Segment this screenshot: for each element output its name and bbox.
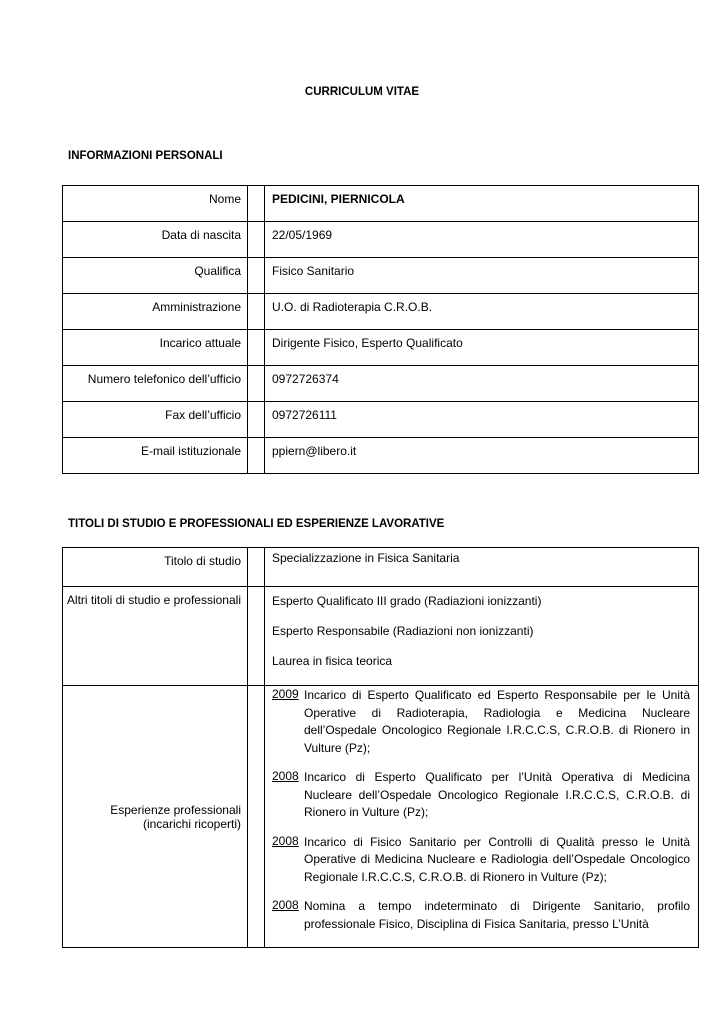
spacer-cell [248, 366, 265, 402]
field-value: U.O. di Radioterapia C.R.O.B. [265, 294, 699, 330]
table-row [63, 587, 699, 686]
experience-item [272, 769, 690, 822]
field-label: Amministrazione [63, 294, 248, 330]
field-value: 0972726374 [265, 366, 699, 402]
experience-item [272, 687, 690, 757]
titles-heading: TITOLI DI STUDIO E PROFESSIONALI ED ESPERIENZE LAVORATIVE [68, 518, 445, 530]
other-titles-label: Altri titoli di studio e professionali [63, 587, 248, 686]
spacer-cell [248, 548, 265, 587]
table-row [63, 686, 699, 948]
table-row [63, 258, 699, 294]
spacer-cell [248, 294, 265, 330]
field-value: 0972726111 [265, 402, 699, 438]
spacer-cell [248, 587, 265, 686]
field-value: ppiern@libero.it [265, 438, 699, 474]
field-value: PEDICINI, PIERNICOLA [265, 186, 699, 222]
page-title: CURRICULUM VITAE [304, 86, 420, 98]
field-value: 22/05/1969 [265, 222, 699, 258]
other-titles-values [265, 587, 699, 686]
field-value: Dirigente Fisico, Esperto Qualificato [265, 330, 699, 366]
table-row [63, 366, 699, 402]
personal-info-table [62, 185, 699, 474]
titles-table [62, 547, 699, 948]
field-value: Fisico Sanitario [265, 258, 699, 294]
table-row [63, 294, 699, 330]
table-row [63, 438, 699, 474]
field-label: Qualifica [63, 258, 248, 294]
spacer-cell [248, 222, 265, 258]
table-row [63, 548, 699, 587]
other-title-item: Esperto Qualificato III grado (Radiazioni ionizzanti) [272, 594, 542, 608]
experience-list [265, 686, 699, 948]
experience-text: Nomina a tempo indeterminato di Dirigente Sanitario, profilo professionale Fisico, Disciplina di Fisica Sanitaria, presso L’Unità [304, 899, 690, 931]
experience-text: Incarico di Esperto Qualificato ed Esperto Responsabile per le Unità Operative di Radioterapia, Radiologia e Medicina Nucleare dell’Ospedale Oncologico Regionale I.R.C.C.S, C.R.O.B. di Rionero in Vulture (Pz); [304, 688, 690, 755]
study-value: Specializzazione in Fisica Sanitaria [265, 548, 699, 587]
field-label: Fax dell’ufficio [63, 402, 248, 438]
spacer-cell [248, 402, 265, 438]
spacer-cell [248, 258, 265, 294]
spacer-cell [248, 330, 265, 366]
field-label: Numero telefonico dell’ufficio [63, 366, 248, 402]
experience-text: Incarico di Fisico Sanitario per Controlli di Qualità presso le Unità Operative di Medicina Nucleare e Radiologia dell’Ospedale Oncologico Regionale I.R.C.C.S, C.R.O.B. di Rionero in Vulture (Pz); [304, 834, 690, 884]
experience-year: 2008 [272, 769, 299, 783]
table-row [63, 330, 699, 366]
study-label: Titolo di studio [63, 548, 248, 587]
field-label: Incarico attuale [63, 330, 248, 366]
experience-text: Incarico di Esperto Qualificato per l’Unità Operativa di Medicina Nucleare dell’Ospedale Oncologico Regionale I.R.C.C.S, C.R.O.B. di Rionero in Vulture (Pz); [304, 770, 690, 819]
experience-label: Esperienze professionali (incarichi ricoperti) [63, 686, 248, 948]
table-row [63, 402, 699, 438]
spacer-cell [248, 186, 265, 222]
table-row [63, 222, 699, 258]
spacer-cell [248, 686, 265, 948]
experience-year: 2008 [272, 898, 299, 912]
table-row [63, 186, 699, 222]
personal-info-heading: INFORMAZIONI PERSONALI [68, 150, 223, 162]
other-title-item: Esperto Responsabile (Radiazioni non ionizzanti) [272, 624, 534, 638]
field-label: Data di nascita [63, 222, 248, 258]
experience-item [272, 898, 690, 933]
spacer-cell [248, 438, 265, 474]
other-title-item: Laurea in fisica teorica [272, 654, 393, 668]
field-label: E-mail istituzionale [63, 438, 248, 474]
experience-year: 2008 [272, 833, 299, 848]
field-label: Nome [63, 186, 248, 222]
experience-year: 2009 [272, 687, 299, 701]
experience-item [272, 834, 690, 887]
